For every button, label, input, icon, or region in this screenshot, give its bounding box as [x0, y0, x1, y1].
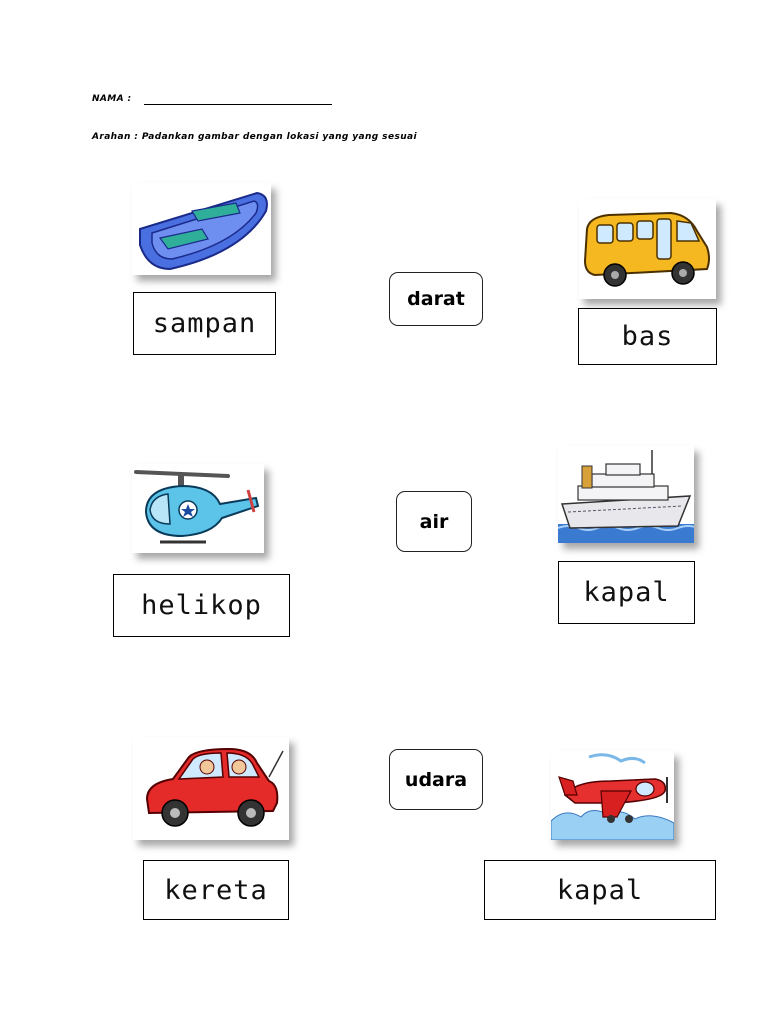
word-card-sampan: sampan — [133, 292, 276, 355]
location-udara: udara — [389, 749, 483, 810]
word-card-bas: bas — [578, 308, 717, 365]
ship-picture — [558, 446, 694, 543]
name-input-line[interactable] — [144, 104, 332, 105]
helicopter-icon — [132, 464, 264, 553]
name-label: NAMA : — [92, 94, 132, 104]
airplane-picture — [551, 751, 674, 840]
car-picture — [133, 737, 289, 840]
word-card-kereta: kereta — [143, 860, 289, 920]
bus-picture — [579, 199, 716, 299]
bus-icon — [579, 199, 716, 299]
location-air: air — [396, 491, 472, 552]
car-icon — [133, 737, 289, 840]
airplane-icon — [551, 751, 674, 840]
helicopter-picture — [132, 464, 264, 553]
instruction-text: Arahan : Padankan gambar dengan lokasi yang yang sesuai — [92, 132, 417, 142]
boat-icon — [132, 183, 271, 275]
ship-icon — [558, 446, 694, 543]
boat-picture — [132, 183, 271, 275]
word-card-helikop: helikop — [113, 574, 290, 637]
location-darat: darat — [389, 272, 483, 326]
word-card-kapal: kapal — [558, 561, 695, 624]
word-card-kapal-plane: kapal — [484, 860, 716, 920]
